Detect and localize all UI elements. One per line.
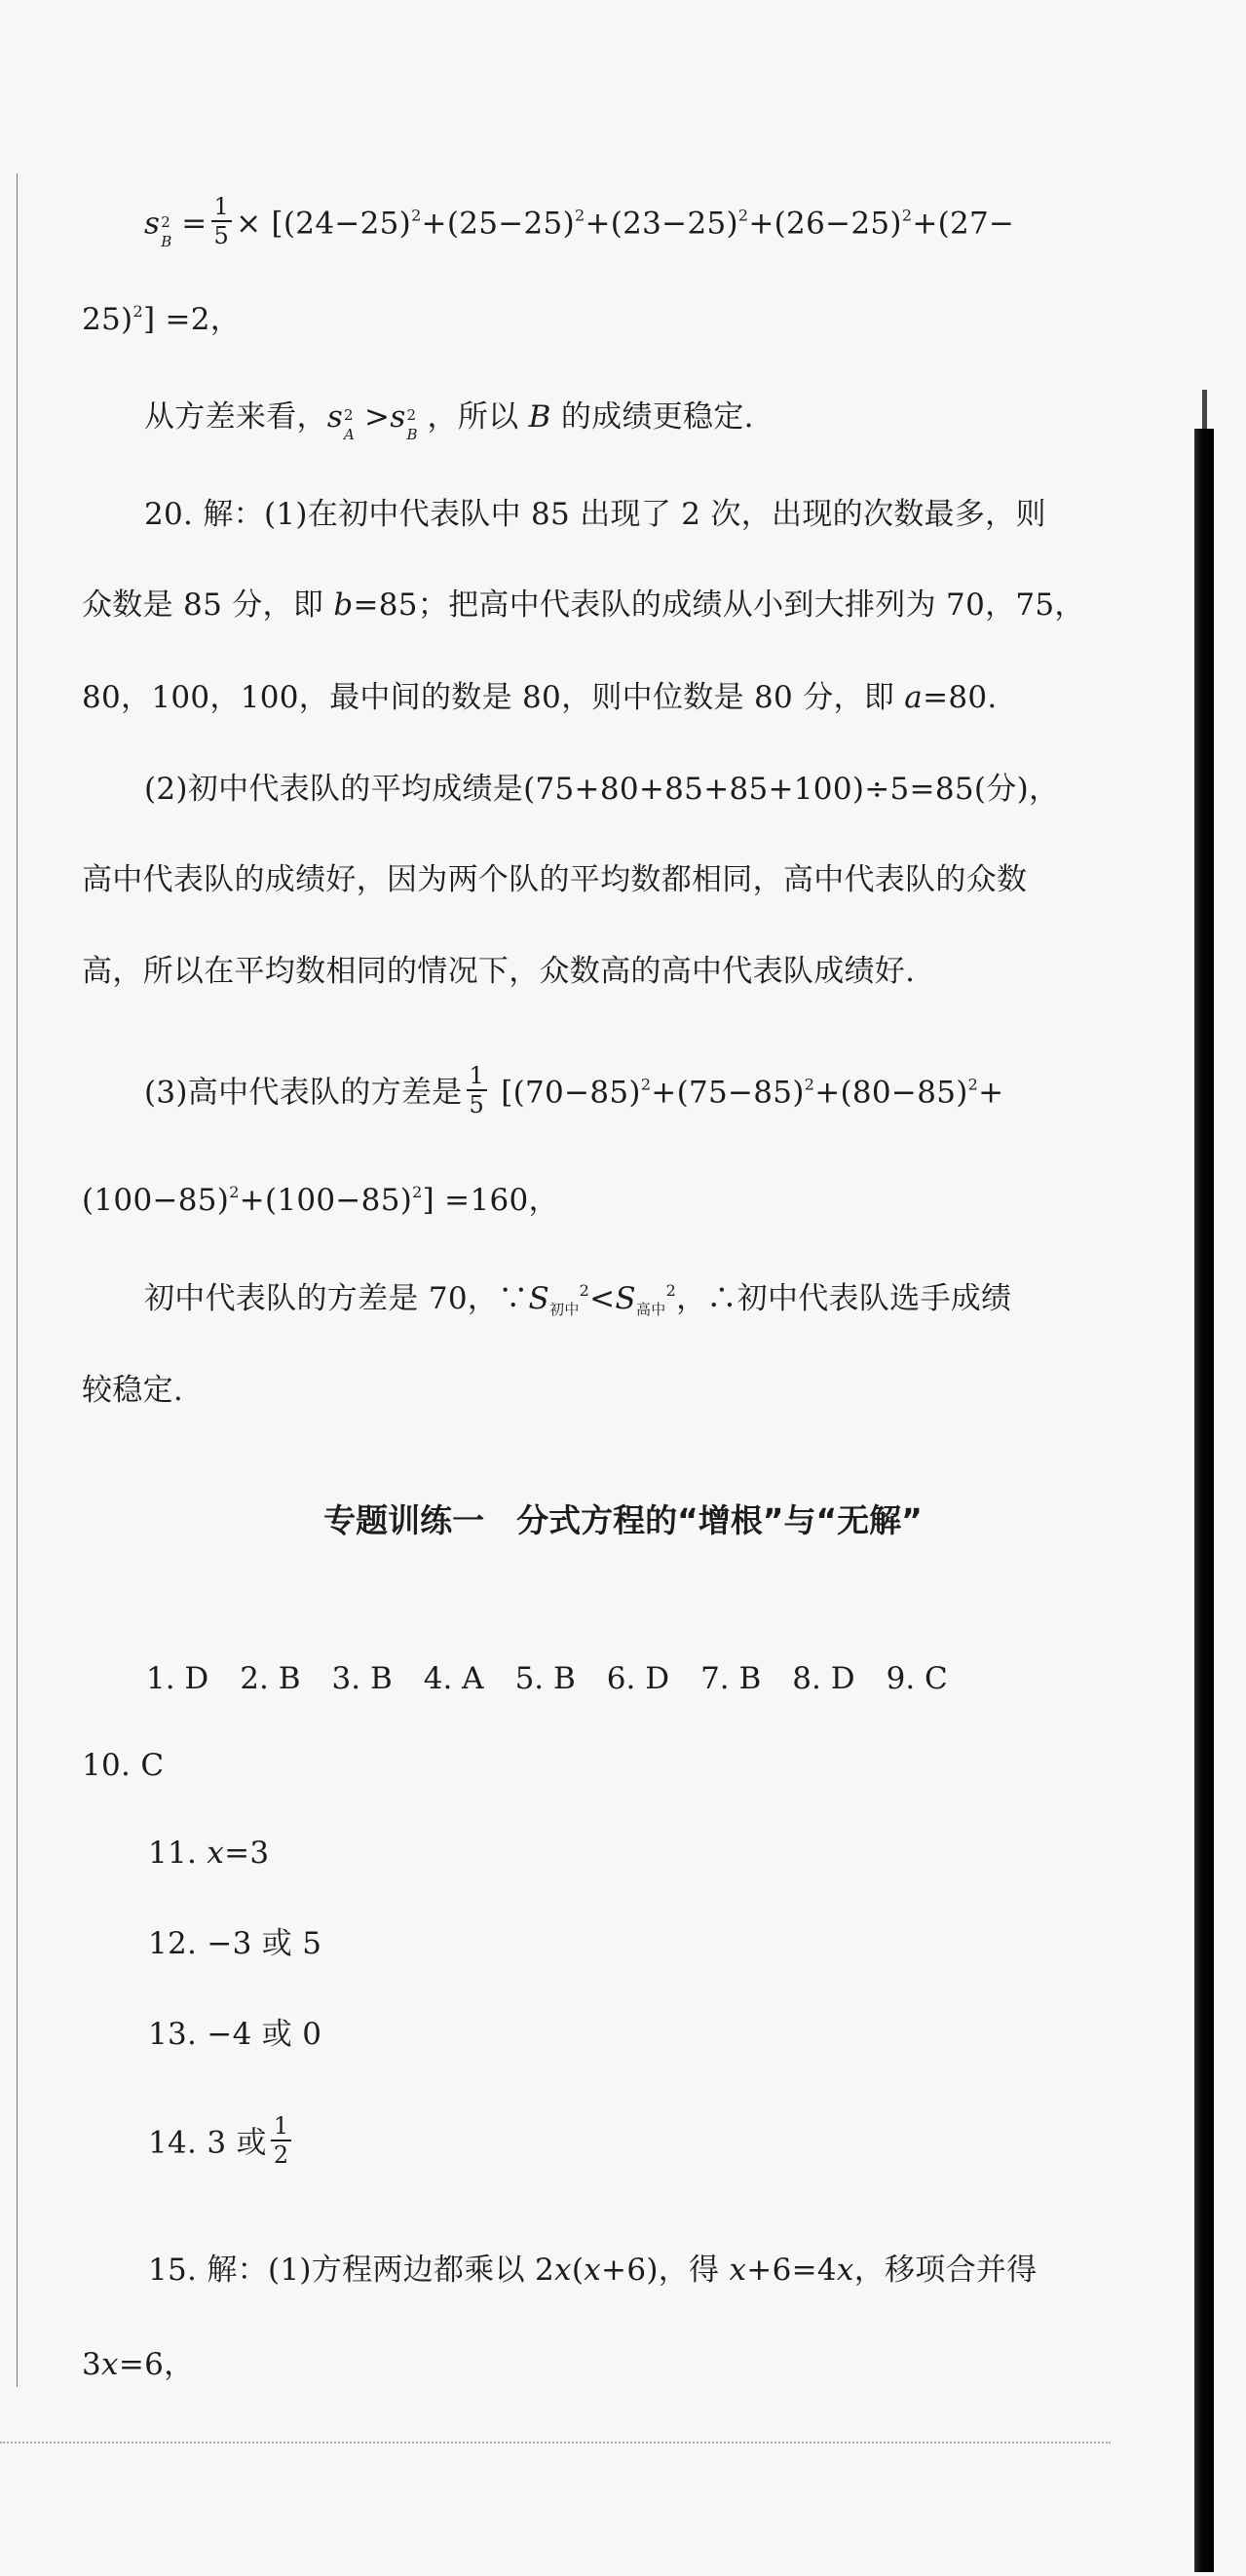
answer-item: 6. D (606, 1661, 670, 1696)
answer-12: 12. −3 或 5 (148, 1926, 322, 1961)
q20-line-5: 高中代表队的成绩好，因为两个队的平均数都相同，高中代表队的众数 (82, 862, 1028, 897)
fraction-one-half: $\frac{1}{2}$ (271, 2112, 292, 2169)
answer-row-1-9 (146, 1661, 979, 1696)
answer-item: 9. C (886, 1661, 948, 1696)
answer-11: 11. x=3 (148, 1836, 270, 1871)
variance-comparison: 从方差来看，s 2 A >s 2 B ，所以 B 的成绩更稳定. (144, 399, 754, 443)
answer-item: 7. B (700, 1661, 762, 1696)
q20-line-7: (3)高中代表队的方差是 $\frac{1}{5}$ [$(70-85)^2+(75-85)^2+(80-85)^2+$ (144, 1062, 1004, 1118)
bottom-dotted-rule (0, 2442, 1111, 2443)
variance-b-line-2: 25)$^2$] =2， (82, 302, 242, 337)
q20-line-3: 80，100，100，最中间的数是 80，则中位数是 80 分，即 a=80. (82, 680, 998, 715)
answer-14: 14. 3 或 $\frac{1}{2}$ (148, 2116, 295, 2173)
section-heading: 专题训练一 分式方程的“增根”与“无解” (323, 1501, 923, 1539)
q20-line-10: 较稳定. (82, 1373, 184, 1408)
q15-line-1: 15. 解：(1)方程两边都乘以 2x(x+6)，得 x+6=4x，移项合并得 (148, 2253, 1038, 2288)
answer-item: 1. D (146, 1661, 209, 1696)
answer-10: 10. C (82, 1748, 165, 1783)
answer-item: 3. B (331, 1661, 393, 1696)
answer-13: 13. −4 或 0 (148, 2017, 322, 2052)
fraction-one-fifth: $\frac{1}{5}$ (211, 193, 233, 249)
answer-item: 2. B (240, 1661, 301, 1696)
q20-line-6: 高，所以在平均数相同的情况下，众数高的高中代表队成绩好. (82, 954, 916, 989)
answer-item: 5. B (514, 1661, 576, 1696)
q20-line-2: 众数是 85 分，即 b=85；把高中代表队的成绩从小到大排列为 70，75， (82, 587, 1085, 623)
variance-b-line-1: s 2 B = $\frac{1}{5}$ × [$(24-25)^2+(25-25)^2+(23-25)^2+(26-25)^2+(27-$ (144, 193, 1015, 250)
answer-item: 4. A (423, 1661, 484, 1696)
fraction-one-fifth: $\frac{1}{5}$ (467, 1062, 488, 1118)
q15-line-2: 3x=6， (82, 2347, 195, 2382)
answer-item: 8. D (792, 1661, 855, 1696)
q20-line-8: $(100-85)^2+(100-85)^2] =160$， (82, 1183, 559, 1218)
q20-line-4: (2)初中代表队的平均成绩是(75+80+85+85+100)÷5=85(分)， (144, 772, 1060, 807)
left-margin-rule (17, 173, 18, 2387)
q20-line-9: 初中代表队的方差是 70，$\because S_{初中}^2<S_{高中}^2$，∴初中代表队选手成绩 (144, 1281, 1012, 1318)
q20-line-1: 20. 解：(1)在初中代表队中 85 出现了 2 次，出现的次数最多，则 (144, 497, 1046, 532)
